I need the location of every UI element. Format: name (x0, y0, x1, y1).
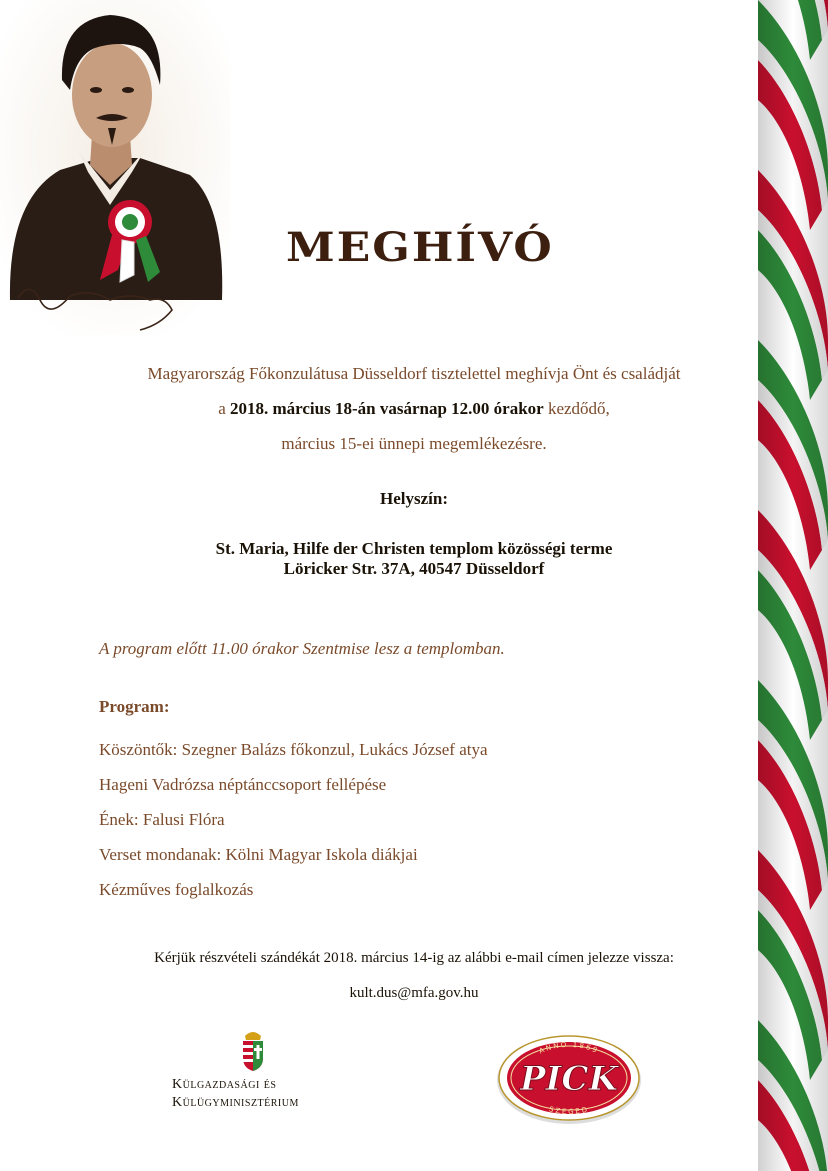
ministry-logo (172, 1028, 347, 1112)
invitation-line-2-prefix: a (218, 399, 230, 418)
program-item: Ének: Falusi Flóra (99, 810, 225, 829)
program-item: Hageni Vadrózsa néptánccsoport fellépése (99, 775, 387, 794)
invitation-line-2 (0, 399, 828, 419)
invitation-line-3: március 15-ei ünnepi megemlékezésre. (281, 434, 547, 453)
rsvp-text: Kérjük részvételi szándékát 2018. március 14-ig az alábbi e-mail címen jelezze vissza: (154, 950, 674, 966)
address-line-2: Löricker Str. 37A, 40547 Düsseldorf (283, 559, 545, 578)
invitation-line-2-suffix: kezdődő, (543, 399, 610, 418)
pick-logo (494, 1030, 644, 1125)
program-label: Program: (99, 697, 170, 716)
invitation-line-1: Magyarország Főkonzulátusa Düsseldorf tisztelettel meghívja Önt és családját (147, 364, 681, 383)
coat-of-arms-icon (240, 1028, 266, 1072)
event-date-time: 2018. március 18-án vasárnap 12.00 órakor (229, 399, 544, 418)
pick-brand-name: PICK (519, 1059, 619, 1099)
mass-note: A program előtt 11.00 órakor Szentmise lesz a templomban. (99, 639, 505, 658)
rsvp-email-link[interactable]: kult.dus@mfa.gov.hu (349, 985, 479, 1001)
ministry-name-line-2: Külügyminisztérium (172, 1095, 299, 1110)
ministry-name-line-1: Külgazdasági és (172, 1077, 277, 1092)
address-line-1: St. Maria, Hilfe der Christen templom közösségi terme (215, 539, 613, 558)
program-list (99, 740, 488, 915)
program-item: Verset mondanak: Kölni Magyar Iskola diákjai (99, 845, 418, 864)
pick-city: SZEGED (548, 1105, 590, 1117)
page-title: MEGHÍVÓ (286, 224, 554, 271)
petofi-portrait (0, 0, 230, 335)
location-label: Helyszín: (380, 489, 448, 508)
program-item: Köszöntők: Szegner Balázs főkonzul, Lukács József atya (99, 740, 488, 759)
program-item: Kézműves foglalkozás (99, 880, 254, 899)
pick-founding-year: ANNO 1869 (537, 1040, 601, 1056)
